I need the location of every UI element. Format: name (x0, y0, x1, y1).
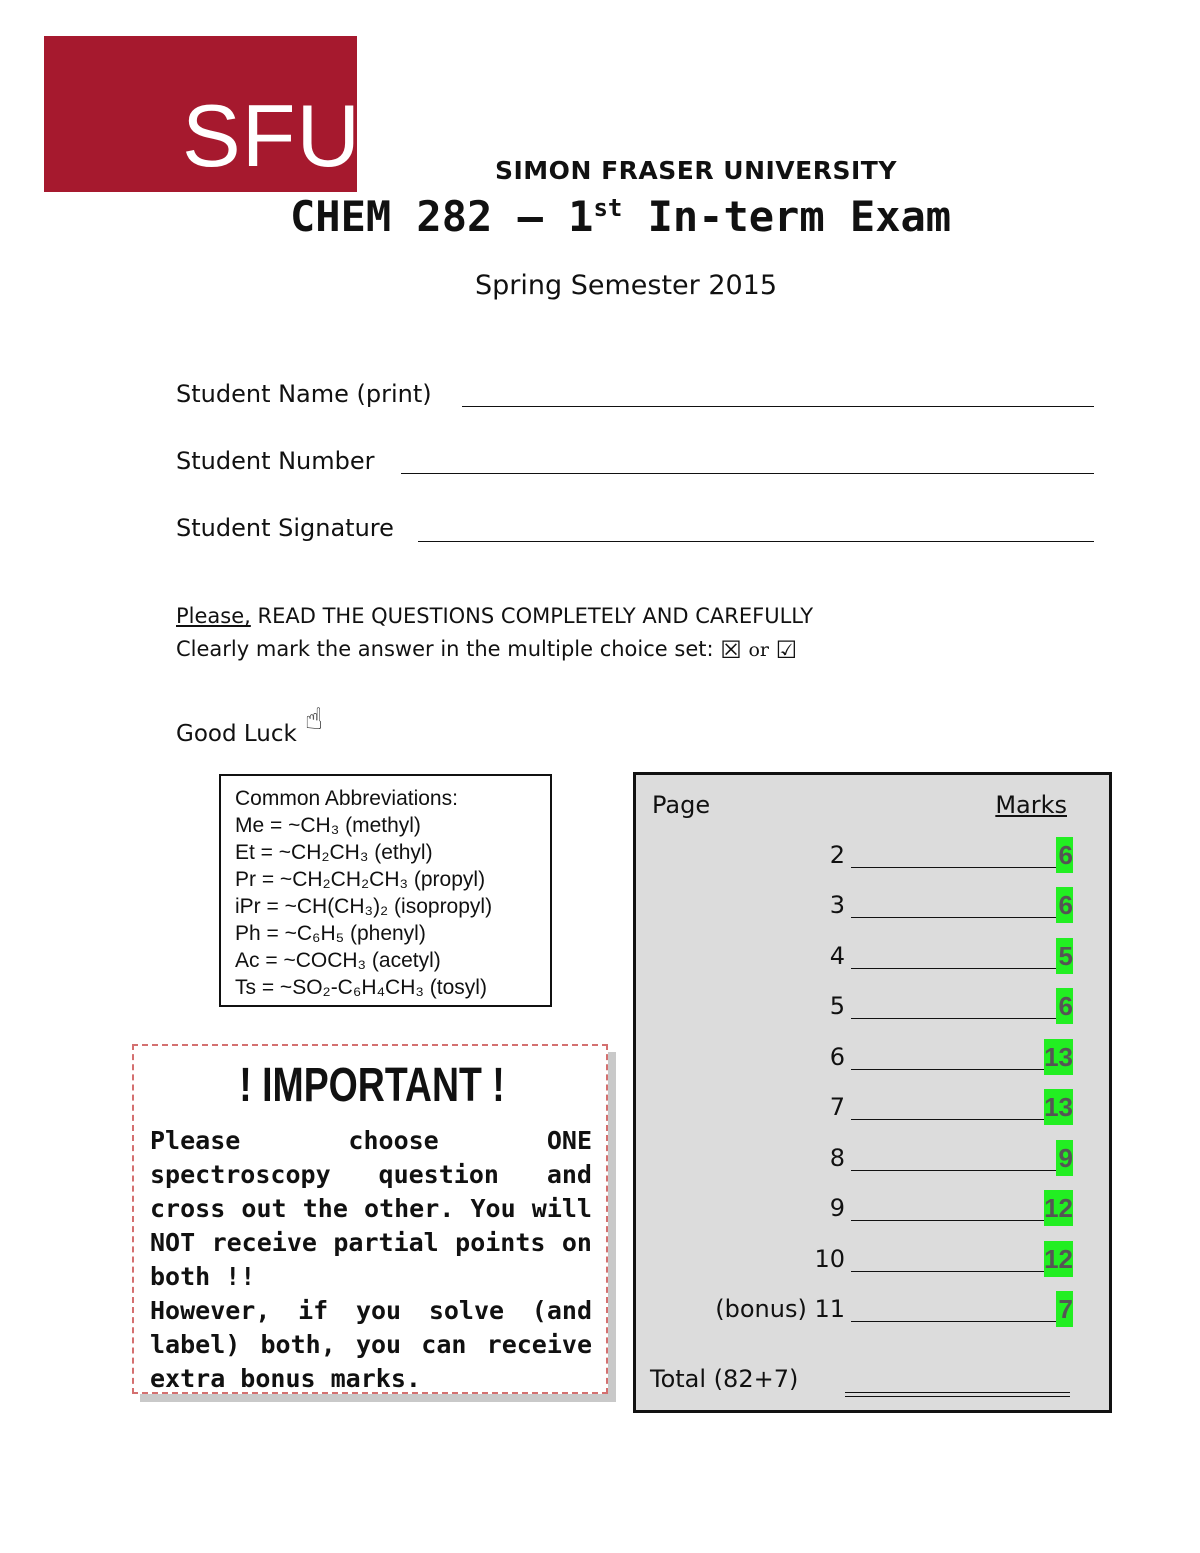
good-luck-text: Good Luck (176, 721, 297, 747)
marks-table (633, 772, 1112, 1413)
row-page: 10 (814, 1245, 845, 1273)
important-text-2: However, if you solve (and label) both, you can receive extra bonus marks. (150, 1296, 592, 1393)
logo-text: SFU (182, 86, 361, 185)
marks-row (636, 1190, 1115, 1230)
row-page: 4 (829, 942, 845, 970)
score-line[interactable] (851, 1018, 1070, 1019)
row-page: 7 (829, 1093, 845, 1121)
row-page: 6 (829, 1043, 845, 1071)
row-page: 9 (829, 1194, 845, 1222)
abbreviation-item: iPr = ~CH(CH₃)₂ (isopropyl) (235, 895, 493, 918)
student-name-line[interactable] (462, 406, 1094, 407)
abbreviation-item: Pr = ~CH₂CH₂CH₃ (propyl) (235, 868, 486, 891)
marks-header: Marks (995, 791, 1067, 819)
abbreviations-heading: Common Abbreviations: (235, 787, 458, 810)
marks-row (636, 1039, 1115, 1079)
marks-row (636, 1140, 1115, 1180)
thumbs-up-icon: ☝ (304, 702, 324, 737)
page-header: Page (652, 791, 711, 819)
exam-title (290, 192, 951, 241)
read-text: READ THE QUESTIONS COMPLETELY AND CAREFULLY (250, 604, 814, 628)
row-page: 8 (829, 1144, 845, 1172)
total-line[interactable] (845, 1392, 1070, 1397)
row-marks: 6 (1056, 887, 1073, 923)
student-signature-label: Student Signature (176, 514, 394, 542)
abbreviations-box (219, 774, 552, 1007)
important-title: ! IMPORTANT ! (239, 1059, 505, 1112)
total-label: Total (82+7) (650, 1365, 799, 1393)
abbreviation-item: Ts = ~SO₂-C₆H₄CH₃ (tosyl) (235, 976, 487, 999)
marks-row (636, 1291, 1115, 1331)
good-luck (176, 702, 324, 749)
semester: Spring Semester 2015 (475, 270, 778, 301)
row-marks: 5 (1056, 938, 1073, 974)
row-page: 2 (829, 841, 845, 869)
abbreviation-item: Et = ~CH₂CH₃ (ethyl) (235, 841, 433, 864)
student-number-line[interactable] (401, 473, 1094, 474)
student-signature-line[interactable] (418, 541, 1094, 542)
score-line[interactable] (851, 1119, 1070, 1120)
mark-text: Clearly mark the answer in the multiple choice set: (176, 637, 721, 661)
please-word: Please, (176, 604, 251, 628)
read-instruction (176, 604, 813, 628)
title-suffix: In-term Exam (622, 192, 952, 241)
row-marks: 6 (1056, 837, 1073, 873)
row-marks: 12 (1044, 1241, 1073, 1277)
student-number-label: Student Number (176, 447, 375, 475)
row-marks: 6 (1056, 988, 1073, 1024)
abbreviation-item: Me = ~CH₃ (methyl) (235, 814, 421, 837)
score-line[interactable] (851, 867, 1070, 868)
x-box-icon: ☒ (720, 636, 742, 664)
mark-instruction (176, 636, 797, 664)
important-text-1: Please choose ONE spectroscopy question and cross out the other. You will NOT receive partial points on both !! (150, 1126, 592, 1291)
marks-row (636, 887, 1115, 927)
important-notice (132, 1044, 608, 1394)
marks-row (636, 1241, 1115, 1281)
row-marks: 13 (1044, 1039, 1073, 1075)
score-line[interactable] (851, 917, 1070, 918)
score-line[interactable] (851, 1069, 1070, 1070)
score-line[interactable] (851, 1321, 1070, 1322)
row-marks: 12 (1044, 1190, 1073, 1226)
sfu-logo (44, 36, 361, 192)
marks-row (636, 938, 1115, 978)
row-page: 3 (829, 891, 845, 919)
title-prefix: CHEM 282 – 1 (290, 192, 594, 241)
score-line[interactable] (851, 1170, 1070, 1171)
row-page: 5 (829, 992, 845, 1020)
abbreviation-item: Ph = ~C₆H₅ (phenyl) (235, 922, 426, 945)
row-marks: 13 (1044, 1089, 1073, 1125)
marks-row (636, 988, 1115, 1028)
score-line[interactable] (851, 1220, 1070, 1221)
university-name: SIMON FRASER UNIVERSITY (495, 156, 897, 185)
title-superscript: st (593, 194, 623, 222)
score-line[interactable] (851, 968, 1070, 969)
or-word: or (748, 639, 769, 661)
score-line[interactable] (851, 1271, 1070, 1272)
row-marks: 9 (1056, 1140, 1073, 1176)
student-name-label: Student Name (print) (176, 380, 432, 408)
abbreviation-item: Ac = ~COCH₃ (acetyl) (235, 949, 441, 972)
check-box-icon: ☑ (775, 636, 798, 664)
important-text (150, 1124, 592, 1396)
row-marks: 7 (1056, 1291, 1073, 1327)
row-page: (bonus) 11 (715, 1295, 845, 1323)
marks-row (636, 1089, 1115, 1129)
marks-row (636, 837, 1115, 877)
